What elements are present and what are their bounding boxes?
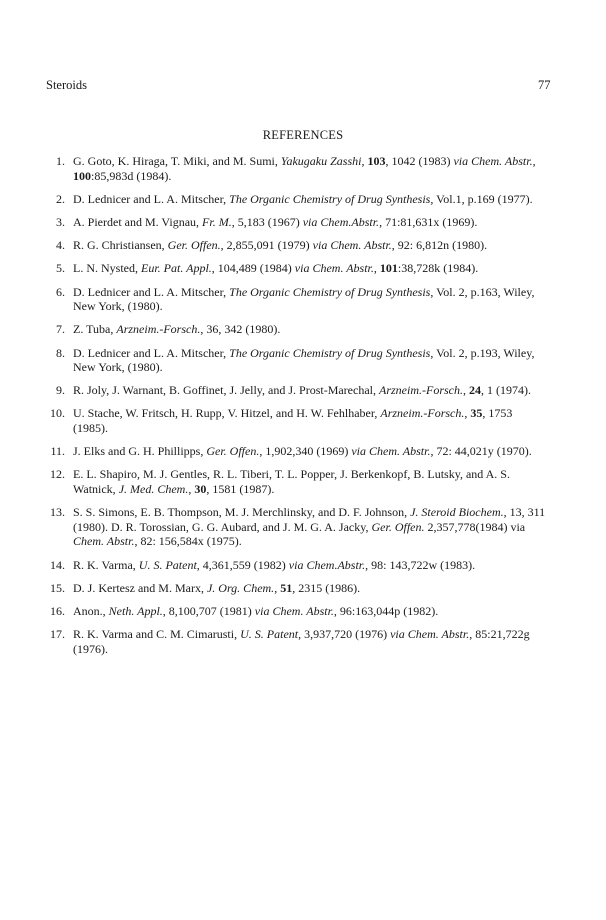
reference-text-run: , 104,489 (1984): [211, 261, 295, 276]
reference-text-run: D. Lednicer and L. A. Mitscher,: [73, 191, 230, 206]
reference-text-run: , 2315 (1986).: [292, 580, 361, 595]
reference-text: [73, 444, 546, 459]
reference-item: [46, 215, 546, 230]
reference-text-run: ,: [373, 261, 380, 276]
reference-text-run: J. Org. Chem.: [206, 580, 275, 595]
reference-number: 13.: [50, 505, 65, 520]
reference-text-run: , 1581 (1987).: [206, 482, 275, 497]
reference-text: [73, 406, 546, 435]
reference-text-run: G. Goto, K. Hiraga, T. Miki, and M. Sumi,: [73, 154, 281, 168]
reference-text-run: ,: [463, 383, 469, 398]
reference-text-run: U. S. Patent: [240, 627, 299, 642]
reference-text-run: 103: [367, 154, 386, 168]
reference-text-run: , 8,100,707 (1981): [162, 603, 255, 618]
reference-text-run: , 1,902,340 (1969): [259, 444, 352, 459]
reference-text-run: , 85:21,722g (1976).: [73, 627, 530, 656]
reference-text: [73, 346, 546, 375]
reference-text: [73, 558, 546, 573]
reference-item: [46, 406, 546, 435]
reference-text-run: R. K. Varma and C. M. Cimarusti,: [73, 627, 241, 642]
reference-number: 11.: [50, 444, 65, 459]
references-heading: REFERENCES: [262, 128, 344, 142]
reference-text-run: Arzneim.-Forsch.: [116, 322, 201, 337]
reference-text-run: D. Lednicer and L. A. Mitscher,: [73, 284, 230, 299]
reference-number: 17.: [50, 627, 65, 642]
reference-text-run: , 36, 342 (1980).: [200, 322, 281, 337]
reference-text-run: , 96:163,044p (1982).: [333, 603, 439, 618]
reference-number: 12.: [50, 467, 65, 482]
reference-text-run: , 92: 6,812n (1980).: [391, 238, 488, 253]
reference-text: [73, 322, 546, 337]
reference-item: [46, 238, 546, 253]
reference-text-run: via Chem. Abstr.: [453, 154, 533, 168]
reference-item: [46, 285, 546, 314]
reference-item: [46, 383, 546, 398]
reference-text-run: , 98: 143,722w (1983).: [365, 557, 476, 572]
reference-text-run: The Organic Chemistry of Drug Synthesis: [229, 284, 431, 299]
reference-text-run: R. Joly, J. Warnant, B. Goffinet, J. Jelly, and J. Prost-Marechal,: [73, 383, 379, 398]
reference-text-run: D. J. Kertesz and M. Marx,: [73, 580, 207, 595]
reference-item: [46, 154, 546, 183]
reference-text: [73, 581, 546, 596]
reference-text-run: ,: [188, 482, 195, 497]
reference-text-run: E. L. Shapiro, M. J. Gentles, R. L. Tiberi, T. L. Popper, J. Berkenkopf, B. Lutsky, and A. S. Watnick,: [73, 467, 510, 497]
reference-list: [46, 154, 546, 665]
reference-number: 10.: [50, 406, 65, 421]
reference-text-run: J. Steroid Biochem.: [410, 505, 504, 520]
reference-number: 5.: [56, 261, 65, 276]
reference-item: [46, 627, 546, 656]
reference-text-run: Vol.1, p.169 (1977).: [433, 191, 533, 206]
reference-text-run: 35: [470, 406, 483, 421]
reference-item: [46, 505, 546, 549]
reference-number: 2.: [56, 191, 65, 206]
reference-text-run: J. Med. Chem.: [118, 482, 189, 497]
page-number: 77: [538, 78, 551, 92]
reference-text-run: 24: [469, 383, 481, 398]
reference-text-run: , 13, 311 (1980). D. R. Torossian, G. G. Aubard, and J. M. G. A. Jacky,: [73, 505, 546, 534]
reference-text-run: , 1042 (1983): [385, 154, 454, 168]
reference-number: 14.: [50, 557, 65, 572]
reference-item: [46, 261, 546, 276]
reference-text-run: ,: [361, 154, 368, 168]
reference-item: [46, 346, 546, 375]
reference-text-run: The Organic Chemistry of Drug Synthesis,: [229, 191, 434, 206]
reference-text-run: , 1 (1974).: [481, 383, 531, 398]
reference-text-run: via Chem. Abstr.: [390, 627, 470, 642]
reference-number: 9.: [56, 383, 65, 398]
reference-text-run: 101: [379, 261, 398, 276]
reference-text: [73, 261, 546, 276]
reference-text-run: , Vol. 2, p.163, Wiley, New York, (1980).: [73, 284, 535, 314]
reference-text-run: Anon.,: [73, 603, 109, 618]
reference-text-run: 51: [280, 580, 293, 595]
reference-text-run: Arzneim.-Forsch.: [380, 406, 465, 421]
reference-number: 1.: [56, 154, 65, 168]
reference-text-run: , 1753 (1985).: [73, 406, 513, 436]
reference-text-run: :38,728k (1984).: [397, 261, 479, 276]
reference-text-run: ,: [274, 580, 281, 595]
reference-text: [73, 467, 546, 496]
reference-text-run: Ger. Offen.: [167, 238, 221, 253]
running-header: Steroids: [46, 78, 87, 92]
reference-text-run: via Chem.Abstr.: [288, 557, 366, 572]
reference-text-run: Ger. Offen.: [371, 519, 425, 534]
reference-text-run: U. S. Patent: [138, 557, 197, 572]
reference-text-run: via Chem. Abstr.: [351, 444, 431, 459]
reference-item: [46, 192, 546, 207]
reference-text-run: J. Elks and G. H. Phillipps,: [73, 444, 207, 459]
reference-number: 3.: [56, 214, 65, 229]
reference-text: [73, 238, 546, 253]
reference-text-run: 100: [73, 168, 91, 183]
reference-text-run: D. Lednicer and L. A. Mitscher,: [73, 345, 230, 360]
reference-text-run: via Chem. Abstr.: [312, 238, 392, 253]
reference-item: [46, 467, 546, 496]
reference-text-run: 2,357,778(1984) via: [424, 519, 526, 534]
reference-text-run: Neth. Appl.: [108, 603, 163, 618]
reference-text-run: , 82: 156,584x (1975).: [134, 534, 242, 549]
reference-item: [46, 581, 546, 596]
reference-item: [46, 322, 546, 337]
reference-text: [73, 604, 546, 619]
reference-text: [73, 154, 546, 183]
reference-text-run: :85,983d (1984).: [91, 168, 172, 183]
reference-text-run: , 71:81,631x (1969).: [379, 214, 478, 229]
reference-text-run: 30: [194, 482, 207, 497]
reference-number: 4.: [56, 238, 65, 253]
reference-text: [73, 505, 546, 549]
reference-text: [73, 627, 546, 656]
reference-text-run: via Chem. Abstr.: [294, 261, 374, 276]
reference-text-run: Z. Tuba,: [73, 322, 117, 337]
reference-text-run: The Organic Chemistry of Drug Synthesis: [229, 345, 431, 360]
reference-item: [46, 604, 546, 619]
reference-text-run: R. G. Christiansen,: [73, 238, 168, 253]
reference-number: 15.: [50, 580, 65, 595]
reference-text-run: Fr. M.: [202, 214, 232, 229]
reference-text-run: R. K. Varma,: [73, 557, 139, 572]
reference-text-run: L. N. Nysted,: [73, 261, 141, 276]
reference-text-run: via Chem. Abstr.: [254, 603, 334, 618]
reference-text: [73, 215, 546, 230]
reference-text-run: S. S. Simons, E. B. Thompson, M. J. Merchlinsky, and D. F. Johnson,: [73, 505, 411, 520]
reference-text-run: U. Stache, W. Fritsch, H. Rupp, V. Hitzel, and H. W. Fehlhaber,: [73, 406, 381, 421]
reference-text-run: , Vol. 2, p.193, Wiley, New York, (1980).: [73, 345, 535, 375]
reference-text: [73, 383, 546, 398]
reference-text-run: Yakugaku Zasshi: [280, 154, 362, 168]
reference-number: 6.: [56, 284, 65, 299]
reference-item: [46, 558, 546, 573]
reference-number: 7.: [56, 322, 65, 337]
reference-text-run: , 2,855,091 (1979): [220, 238, 313, 253]
reference-text-run: via Chem.Abstr.: [302, 214, 380, 229]
reference-text-run: , 4,361,559 (1982): [196, 557, 289, 572]
reference-number: 8.: [56, 345, 65, 360]
reference-text-run: Ger. Offen.: [206, 444, 260, 459]
reference-number: 16.: [50, 603, 65, 618]
reference-item: [46, 444, 546, 459]
reference-text-run: , 3,937,720 (1976): [298, 627, 391, 642]
reference-text-run: , 72: 44,021y (1970).: [430, 444, 532, 459]
reference-text-run: , 5,183 (1967): [231, 214, 303, 229]
reference-text-run: A. Pierdet and M. Vignau,: [73, 214, 203, 229]
reference-text-run: Chem. Abstr.: [73, 534, 135, 549]
reference-text-run: Arzneim.-Forsch.: [379, 383, 463, 398]
reference-text-run: ,: [532, 154, 536, 168]
reference-text-run: ,: [464, 406, 471, 421]
reference-text: [73, 192, 546, 207]
reference-text: [73, 285, 546, 314]
reference-text-run: Eur. Pat. Appl.: [141, 261, 212, 276]
